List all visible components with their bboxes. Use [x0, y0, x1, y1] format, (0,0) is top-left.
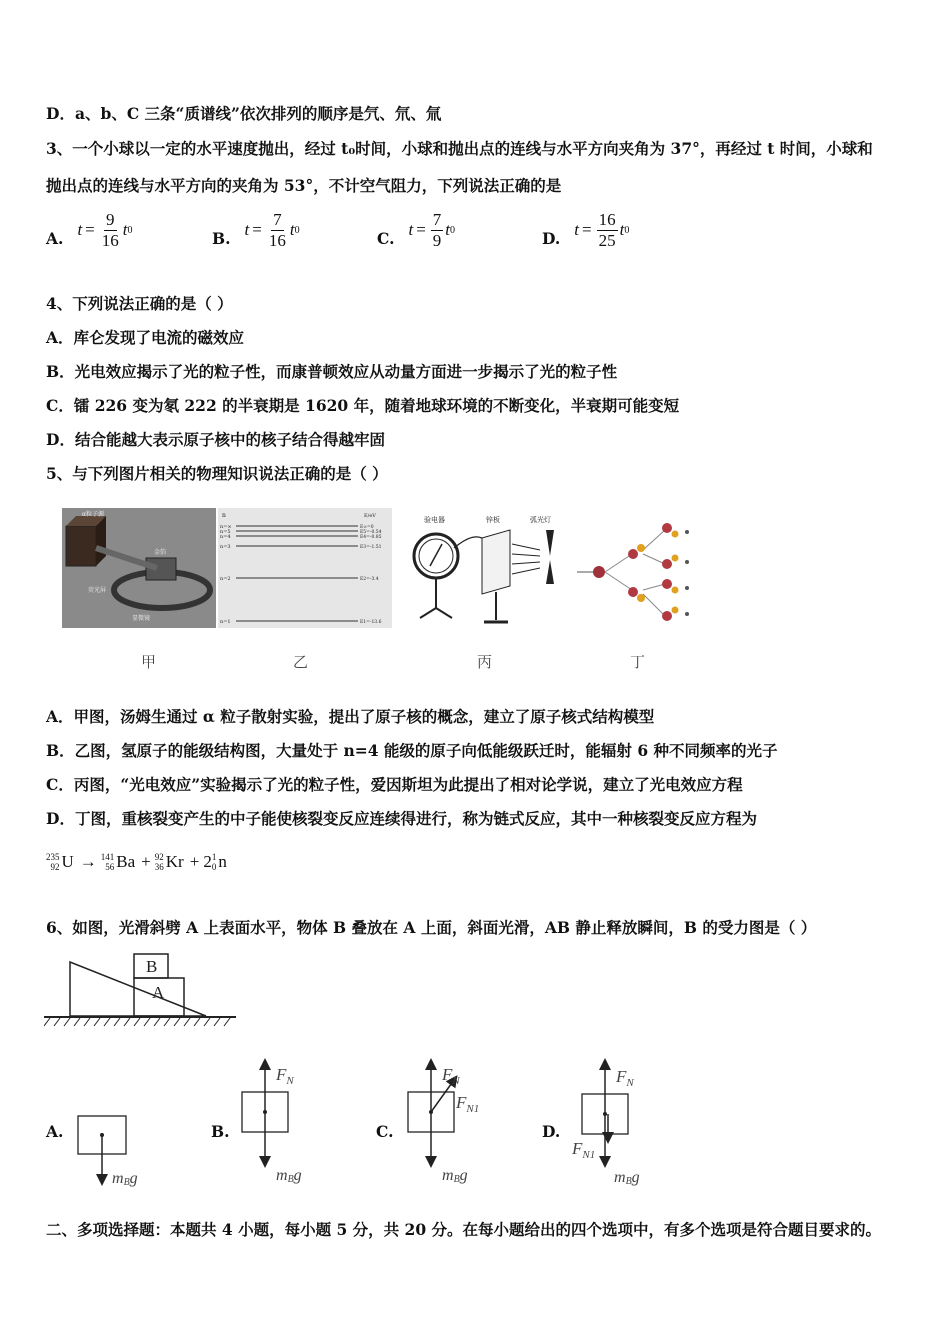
- figure-jia-scattering: [62, 508, 216, 628]
- q6-stem: 6、如图，光滑斜劈 A 上表面水平，物体 B 叠放在 A 上面，斜面光滑，AB 静止释放瞬间，B 的受力图是（ ）: [46, 918, 817, 937]
- q4-option-d[interactable]: D．结合能越大表示原子核中的核子结合得越牢固: [46, 430, 385, 449]
- q3-option-a[interactable]: A. t = $\frac{9}{16}$ t 0: [46, 209, 133, 250]
- q6-option-d-label[interactable]: D.: [542, 1122, 561, 1141]
- q3-option-c[interactable]: C. t = $\frac{7}{9}$ t 0: [377, 209, 456, 250]
- svg-text:FN: $F_N$: [616, 1067, 634, 1089]
- svg-text:E4=-0.85: E4=-0.85: [360, 535, 382, 540]
- q4-option-a[interactable]: A．库仑发现了电流的磁效应: [46, 328, 245, 347]
- svg-text:E5=-0.54: E5=-0.54: [360, 530, 382, 535]
- caption-jia: 甲: [141, 653, 157, 671]
- q5-stem: 5、与下列图片相关的物理知识说法正确的是（ ）: [46, 464, 388, 483]
- q3-options: [46, 205, 906, 255]
- section2-heading: 二、多项选择题：本题共 4 小题，每小题 5 分，共 20 分。在每小题给出的四个选项中，有多个选项是符合题目要求的。: [46, 1220, 882, 1239]
- svg-text:FN1: $F_{N1}$: [572, 1139, 596, 1161]
- figure-yi-energy-levels: [218, 508, 392, 628]
- svg-text:mBg: mBg: [276, 1167, 302, 1185]
- q5-option-c[interactable]: C．丙图，“光电效应”实验揭示了光的粒子性，爱因斯坦为此提出了相对论学说，建立了光电效应方程: [46, 775, 743, 794]
- svg-text:E2=-3.4: E2=-3.4: [360, 577, 379, 582]
- svg-text:n=2: n=2: [220, 576, 231, 582]
- svg-text:n=4: n=4: [220, 534, 231, 540]
- q4-option-c[interactable]: C．镭 226 变为氡 222 的半衰期是 1620 年，随着地球环境的不断变化，半衰期可能变短: [46, 396, 680, 415]
- svg-text:n: n: [222, 512, 226, 519]
- q3-option-b[interactable]: B. t = $\frac{7}{16}$ t 0: [212, 209, 300, 250]
- q4-stem: 4、下列说法正确的是（ ）: [46, 294, 233, 313]
- svg-text:E1=-13.6: E1=-13.6: [360, 620, 382, 625]
- svg-text:n=3: n=3: [220, 544, 231, 550]
- q5-option-a[interactable]: A．甲图，汤姆生通过 α 粒子散射实验，提出了原子核的概念，建立了原子核式结构模型: [46, 707, 655, 726]
- fig-jia-label-microscope: 显微镜: [132, 615, 151, 622]
- figure-ding-chain-reaction: [575, 512, 697, 632]
- svg-text:n=∞: n=∞: [220, 524, 232, 530]
- svg-text:FN: $F_N$: [442, 1065, 460, 1087]
- caption-bing: 丙: [477, 653, 493, 671]
- svg-text:n=1: n=1: [220, 619, 231, 625]
- block-a-label: A: [152, 983, 165, 1002]
- q6-option-c-diagram[interactable]: [404, 1058, 514, 1188]
- svg-text:E∞=0: E∞=0: [360, 525, 374, 530]
- svg-text:n=5: n=5: [220, 529, 231, 535]
- svg-text:E3=-1.51: E3=-1.51: [360, 545, 382, 550]
- q6-option-b-label[interactable]: B.: [211, 1122, 230, 1141]
- q3-option-d[interactable]: D. t = $\frac{16}{25}$ t 0: [542, 209, 630, 250]
- svg-text:FN: $F_N$: [276, 1065, 294, 1087]
- block-b-label: B: [146, 957, 158, 976]
- svg-text:验电器: 验电器: [424, 516, 445, 524]
- fission-equation: 235 92 U → 141 56 Ba + 92 36 Kr + 2 1 0 n: [46, 852, 227, 872]
- svg-text:mBg: mBg: [614, 1169, 640, 1187]
- q3-stem-line1: 3、一个小球以一定的水平速度抛出，经过 t₀时间，小球和抛出点的连线与水平方向夹角为 37°，再经过 t 时间，小球和: [46, 139, 873, 158]
- svg-text:E/eV: E/eV: [364, 513, 376, 519]
- svg-text:FN1: $F_{N1}$: [456, 1093, 480, 1115]
- caption-yi: 乙: [293, 653, 309, 671]
- q6-option-c-label[interactable]: C.: [376, 1122, 394, 1141]
- q6-option-a-diagram[interactable]: [70, 1060, 170, 1188]
- q6-option-d-diagram[interactable]: [570, 1058, 670, 1188]
- figure-bing-photoelectric: [408, 508, 563, 630]
- q3-stem-line2: 抛出点的连线与水平方向的夹角为 53°，不计空气阻力，下列说法正确的是: [46, 176, 562, 195]
- svg-text:mBg: mBg: [442, 1167, 468, 1185]
- q4-option-b[interactable]: B．光电效应揭示了光的粒子性，而康普顿效应从动量方面进一步揭示了光的粒子性: [46, 362, 618, 381]
- q2-option-d: D．a、b、C 三条“质谱线”依次排列的顺序是氕、氘、氚: [46, 104, 442, 123]
- q6-wedge-figure: [44, 950, 238, 1034]
- fig-jia-label-source: α粒子源: [82, 511, 105, 518]
- svg-text:mBg: mBg: [112, 1170, 138, 1188]
- q6-option-a-label[interactable]: A.: [46, 1122, 64, 1141]
- svg-text:锌板: 锌板: [486, 516, 500, 524]
- q6-option-b-diagram[interactable]: [236, 1058, 336, 1188]
- q5-option-b[interactable]: B．乙图，氢原子的能级结构图，大量处于 n=4 能级的原子向低能级跃迁时，能辐射 6 种不同频率的光子: [46, 741, 778, 760]
- svg-text:弧光灯: 弧光灯: [530, 516, 551, 524]
- caption-ding: 丁: [630, 653, 646, 671]
- fig-jia-label-foil: 金箔: [154, 549, 167, 556]
- fig-jia-label-screen: 荧光屏: [88, 587, 107, 594]
- q5-option-d[interactable]: D．丁图，重核裂变产生的中子能使核裂变反应连续得进行，称为链式反应，其中一种核裂变反应方程为: [46, 809, 757, 828]
